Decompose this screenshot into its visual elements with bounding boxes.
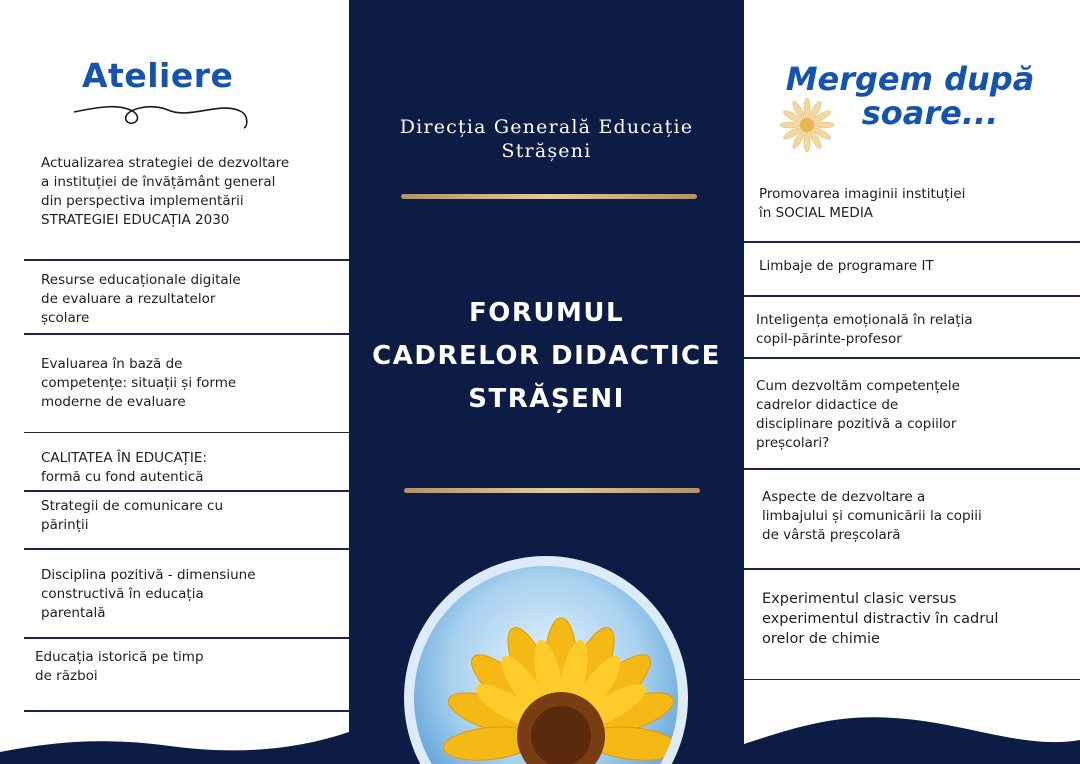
workshop-item: Evaluarea în bază de competențe: situații și forme moderne de evaluare [41, 356, 237, 410]
divider [744, 679, 1080, 680]
divider [744, 241, 1080, 243]
divider [24, 710, 349, 712]
divider [24, 333, 349, 335]
workshop-item: Strategii de comunicare cu părinții [41, 498, 224, 533]
divider [24, 259, 349, 261]
divider [744, 568, 1080, 570]
workshop-item: Resurse educaționale digitale de evaluare a rezultatelor școlare [41, 272, 241, 326]
sunflower-image [349, 556, 744, 764]
mergem-heading: Mergem după soare... [785, 60, 1035, 132]
workshop-item: Disciplina pozitivă - dimensiune constructivă în educația parentală [41, 567, 256, 621]
event-title: FORUMUL CADRELOR DIDACTICE STRĂȘENI [372, 298, 721, 414]
divider [24, 637, 349, 639]
bottom-wave [744, 684, 1080, 764]
ateliere-heading: Ateliere [82, 56, 234, 95]
organization-name: Direcția Generală Educație Strășeni [399, 116, 694, 162]
workshop-item: Cum dezvoltăm competențele cadrelor didactice de disciplinare pozitivă a copiilor preșcolari? [756, 378, 960, 451]
workshop-item: Actualizarea strategiei de dezvoltare a instituției de învățământ general din perspectiva implementării STRATEGIEI EDUCAȚIA 2030 [41, 155, 290, 228]
workshop-item: Promovarea imaginii instituției în SOCIAL MEDIA [759, 186, 966, 221]
divider [24, 490, 349, 492]
flourish-decoration [72, 98, 252, 138]
workshop-item: Educația istorică pe timp de război [35, 649, 204, 684]
bottom-wave [0, 718, 349, 764]
workshop-item: Aspecte de dezvoltare a limbajului și comunicării la copiii de vârstă preșcolară [762, 489, 982, 543]
sun-flower-icon [778, 96, 836, 154]
workshop-item: Inteligența emoțională în relația copil-părinte-profesor [756, 312, 973, 347]
divider [24, 432, 349, 433]
workshop-item: CALITATEA ÎN EDUCAȚIE: formă cu fond autentică [41, 450, 207, 485]
workshop-item: Experimentul clasic versus experimentul distractiv în cadrul orelor de chimie [762, 591, 999, 647]
workshop-item: Limbaje de programare IT [759, 258, 934, 274]
gold-divider [401, 194, 697, 199]
divider [744, 295, 1080, 297]
divider [744, 357, 1080, 359]
divider [744, 468, 1080, 470]
divider [24, 548, 349, 550]
gold-divider [404, 488, 700, 493]
